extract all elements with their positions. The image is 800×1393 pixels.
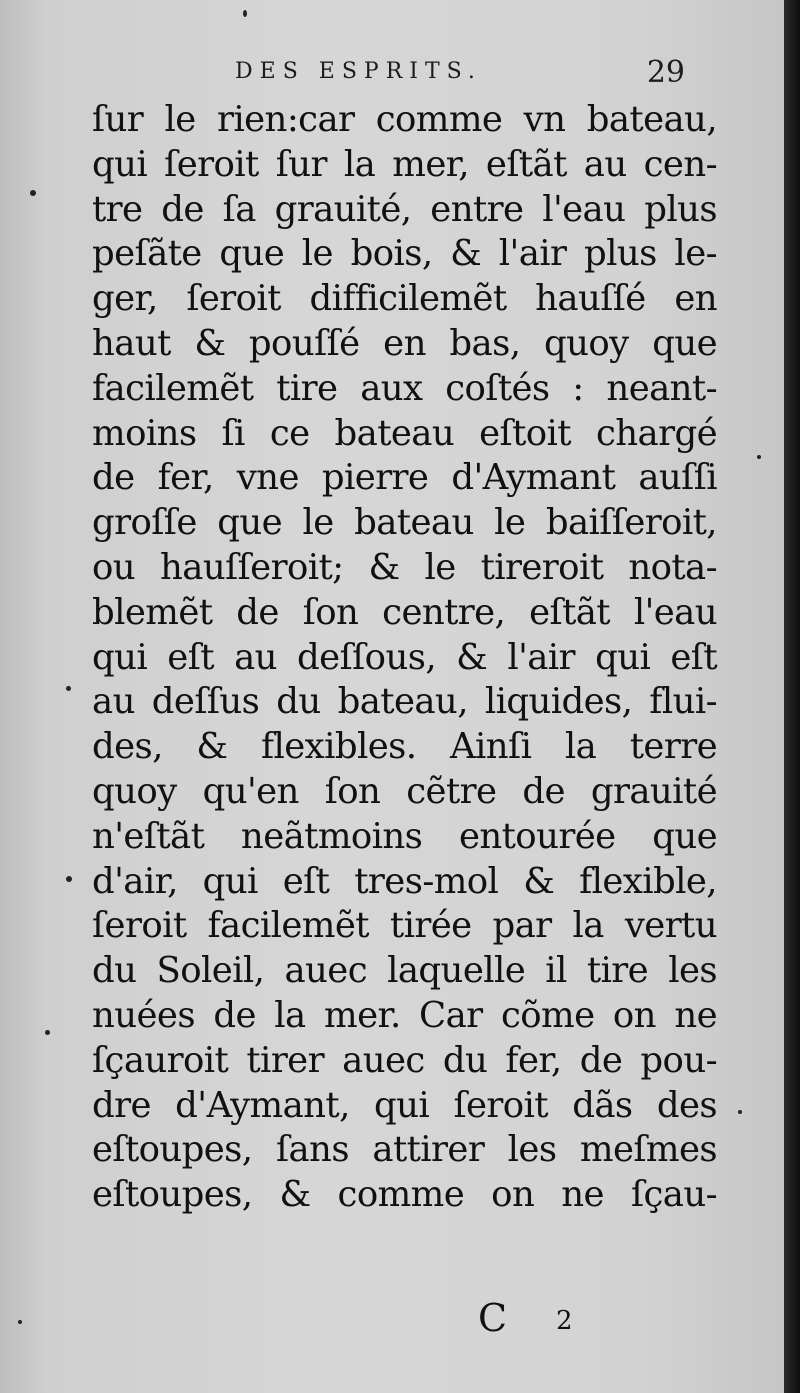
text-line: ſeroit facilemẽt tirée par la vertu xyxy=(92,905,717,947)
signature-letter: C xyxy=(478,1296,508,1340)
text-line: ger, ſeroit difficilemẽt hauſſé en xyxy=(92,278,717,320)
text-line: quoy qu'en ſon cẽtre de grauité xyxy=(92,770,717,812)
text-line: au deſſus du bateau, liquides, flui- xyxy=(92,681,717,723)
body-text xyxy=(92,98,717,1218)
text-line: d'air, qui eſt tres-mol & flexible, xyxy=(92,860,717,902)
ink-speck xyxy=(45,1030,50,1035)
text-line: ou hauſſeroit; & le tireroit nota- xyxy=(92,546,717,588)
text-line: blemẽt de ſon centre, eſtãt l'eau xyxy=(92,591,717,633)
signature-number: 2 xyxy=(556,1306,573,1336)
text-line: haut & pouſſé en bas, quoy que xyxy=(92,322,717,364)
text-line: n'eſtãt neãtmoins entourée que xyxy=(92,815,717,857)
page-edge xyxy=(784,0,800,1393)
ink-speck xyxy=(757,455,761,459)
signature-mark xyxy=(478,1296,588,1342)
text-line: groſſe que le bateau le baiſſeroit, xyxy=(92,502,717,544)
text-line: nuées de la mer. Car cõme on ne xyxy=(92,994,717,1036)
text-line: eſtoupes, ſans attirer les meſmes xyxy=(92,1129,717,1171)
text-line: qui eſt au deſſous, & l'air qui eſt xyxy=(92,636,717,678)
ink-speck xyxy=(66,876,72,882)
running-head xyxy=(235,55,685,95)
text-line: peſãte que le bois, & l'air plus le- xyxy=(92,233,717,275)
ink-speck xyxy=(243,10,247,17)
text-line: du Soleil, auec laquelle il tire les xyxy=(92,950,717,992)
text-line: eſtoupes, & comme on ne ſçau- xyxy=(92,1174,717,1216)
ink-speck xyxy=(18,1320,22,1324)
ink-speck xyxy=(738,1110,742,1114)
ink-speck xyxy=(30,190,36,196)
page-number: 29 xyxy=(646,55,685,90)
text-line: moins ſi ce bateau eſtoit chargé xyxy=(92,412,717,454)
text-line: ſçauroit tirer auec du fer, de pou- xyxy=(92,1039,717,1081)
text-line: qui ſeroit ſur la mer, eſtãt au cen- xyxy=(92,143,717,185)
text-line: dre d'Aymant, qui ſeroit dãs des xyxy=(92,1084,717,1126)
text-line: facilemẽt tire aux coſtés : neant- xyxy=(92,367,717,409)
text-line: de fer, vne pierre d'Aymant auſſi xyxy=(92,457,717,499)
text-line: tre de ſa grauité, entre l'eau plus xyxy=(92,188,717,230)
text-line: des, & flexibles. Ainſi la terre xyxy=(92,726,717,768)
ink-speck xyxy=(66,686,71,691)
text-line: ſur le rien:car comme vn bateau, xyxy=(92,99,717,140)
running-head-title: DES ESPRITS. xyxy=(235,59,482,84)
